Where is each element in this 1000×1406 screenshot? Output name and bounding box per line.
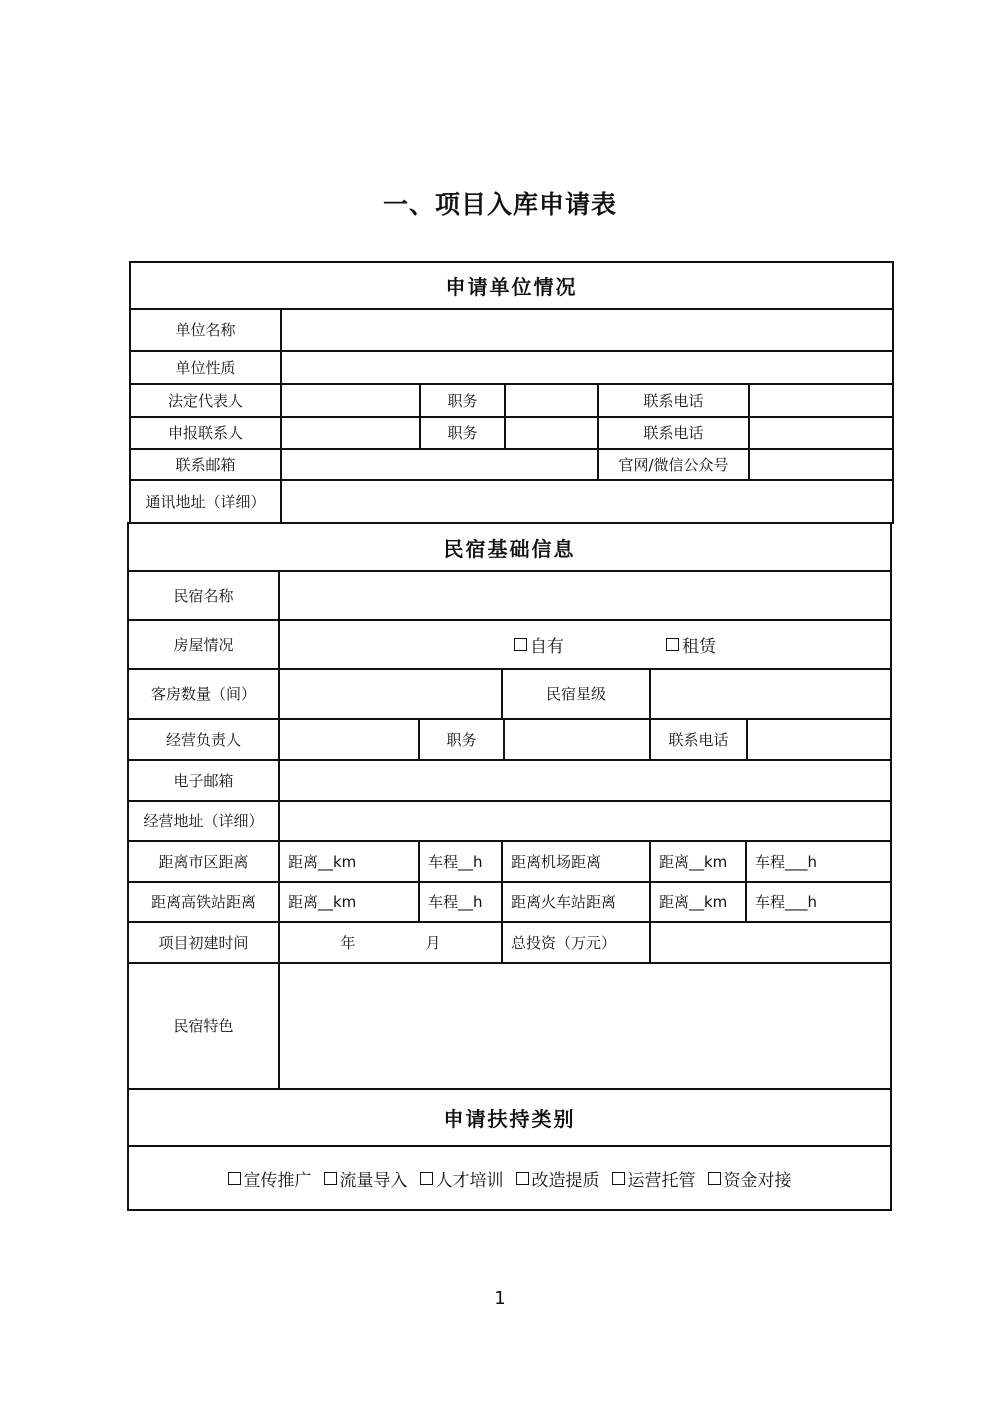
checkbox-icon: [324, 1172, 337, 1185]
dist-city-km[interactable]: 距离__km: [288, 852, 357, 871]
legal-rep-field[interactable]: [282, 384, 419, 416]
label-dist-airport: 距离机场距离: [511, 852, 602, 871]
label-unit-nature: 单位性质: [175, 358, 236, 377]
dist-airport-km[interactable]: 距离__km: [659, 852, 728, 871]
support-traffic-checkbox[interactable]: 流量导入: [324, 1166, 408, 1191]
declarant-field[interactable]: [282, 417, 419, 448]
label-bnb-name: 民宿名称: [173, 586, 234, 605]
dist-city-drive[interactable]: 车程__h: [428, 852, 483, 871]
label-dist-hsr: 距离高铁站距离: [150, 893, 256, 911]
label-legal-rep-phone: 联系电话: [643, 391, 704, 410]
section-title-support: 申请扶持类别: [443, 1107, 576, 1131]
label-dist-city: 距离市区距离: [158, 852, 249, 871]
checkbox-icon: [612, 1172, 625, 1185]
label-features: 民宿特色: [173, 1017, 234, 1035]
legal-rep-position-field[interactable]: [506, 384, 597, 416]
label-manager-phone: 联系电话: [668, 730, 729, 749]
label-declarant-position: 职务: [447, 424, 478, 442]
label-declarant-phone: 联系电话: [643, 424, 704, 442]
dist-train-drive[interactable]: 车程___h: [755, 893, 818, 911]
start-time-field[interactable]: [280, 922, 501, 962]
declarant-phone-field[interactable]: [750, 417, 892, 448]
checkbox-icon: [708, 1172, 721, 1185]
e-mail-field[interactable]: [280, 760, 890, 800]
label-bnb-star: 民宿星级: [545, 685, 606, 703]
checkbox-icon: [516, 1172, 529, 1185]
manager-position-field[interactable]: [505, 719, 649, 759]
bnb-star-field[interactable]: [651, 669, 890, 718]
label-website-wechat: 官网/微信公众号: [618, 455, 729, 474]
checkbox-icon: [514, 638, 527, 651]
label-room-count: 客房数量（间）: [150, 685, 256, 703]
year-label: 年: [340, 933, 356, 952]
dist-hsr-drive[interactable]: 车程__h: [428, 893, 483, 911]
unit-name-field[interactable]: [282, 309, 892, 350]
support-promotion-checkbox[interactable]: 宣传推广: [228, 1166, 312, 1191]
manager-field[interactable]: [280, 719, 418, 759]
checkbox-icon: [228, 1172, 241, 1185]
label-dist-train: 距离火车站距离: [511, 893, 617, 911]
label-total-invest: 总投资（万元）: [511, 933, 617, 952]
label-business-address: 经营地址（详细）: [143, 812, 264, 830]
checkbox-icon: [420, 1172, 433, 1185]
label-unit-name: 单位名称: [175, 321, 236, 339]
room-count-field[interactable]: [280, 669, 501, 718]
house-status-options: [280, 620, 890, 668]
label-manager-position: 职务: [446, 730, 477, 749]
label-e-mail: 电子邮箱: [173, 771, 234, 790]
label-legal-rep: 法定代表人: [167, 391, 243, 410]
dist-hsr-km[interactable]: 距离__km: [288, 893, 357, 911]
support-operation-checkbox[interactable]: 运营托管: [612, 1166, 696, 1191]
label-mail-address: 通讯地址（详细）: [145, 492, 266, 511]
support-options: [129, 1147, 890, 1209]
support-funding-checkbox[interactable]: 资金对接: [708, 1166, 792, 1191]
email-field[interactable]: [282, 449, 597, 479]
page-number: 1: [494, 1288, 506, 1309]
bnb-name-field[interactable]: [280, 571, 890, 619]
house-owned-checkbox[interactable]: 自有: [514, 632, 564, 657]
business-address-field[interactable]: [280, 801, 890, 840]
checkbox-icon: [666, 638, 679, 651]
month-label: 月: [425, 933, 441, 952]
dist-train-km[interactable]: 距离__km: [659, 893, 728, 911]
label-house-status: 房屋情况: [173, 635, 234, 654]
label-start-time: 项目初建时间: [158, 933, 249, 952]
section-title-basic: 民宿基础信息: [443, 536, 576, 561]
label-email: 联系邮箱: [175, 455, 236, 474]
label-legal-rep-position: 职务: [447, 391, 478, 410]
label-declarant: 申报联系人: [167, 424, 243, 442]
mail-address-field[interactable]: [282, 480, 892, 522]
support-upgrade-checkbox[interactable]: 改造提质: [516, 1166, 600, 1191]
house-rented-checkbox[interactable]: 租赁: [666, 632, 716, 657]
website-wechat-field[interactable]: [750, 449, 892, 479]
dist-airport-drive[interactable]: 车程___h: [755, 852, 818, 871]
declarant-position-field[interactable]: [506, 417, 597, 448]
unit-nature-field[interactable]: [282, 351, 892, 383]
manager-phone-field[interactable]: [748, 719, 890, 759]
total-invest-field[interactable]: [651, 922, 890, 962]
page-title: 一、项目入库申请表: [382, 190, 617, 219]
legal-rep-phone-field[interactable]: [750, 384, 892, 416]
section-title-applicant: 申请单位情况: [445, 275, 578, 299]
features-field[interactable]: [280, 963, 890, 1088]
label-manager: 经营负责人: [165, 730, 241, 749]
support-training-checkbox[interactable]: 人才培训: [420, 1166, 504, 1191]
